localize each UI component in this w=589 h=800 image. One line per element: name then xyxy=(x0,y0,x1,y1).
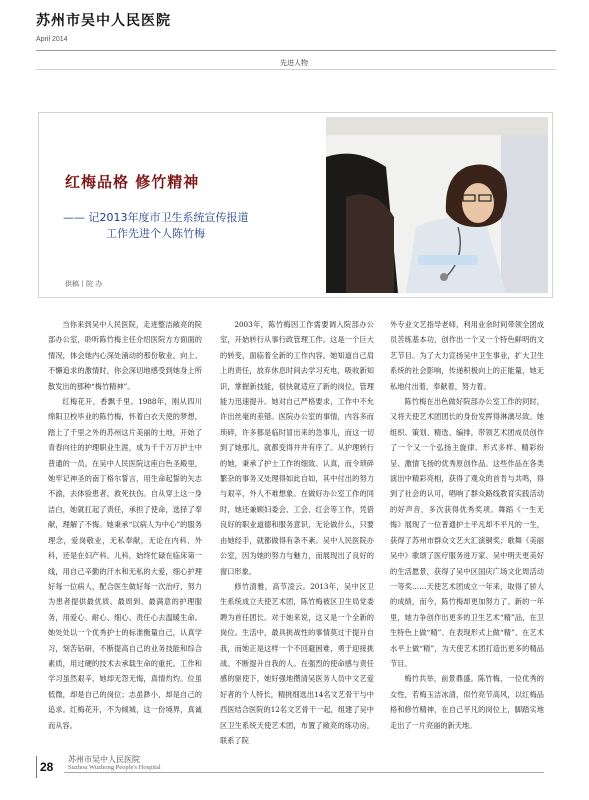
section-divider xyxy=(36,69,556,70)
header-divider xyxy=(36,50,556,51)
paragraph: 修竹清雅，高节凌云。2013年，吴中区卫生系统成立天使艺术团，陈竹梅被区卫生局党委聘为首任团长。对于她来说，这又是一个全新的岗位。生活中，最具挑战性的事情莫过于提升自我，而她正是这样一个不回避困难，勇于迎接挑战、不断提升自我的人。在强烈的使命感与责任感的驱使下，她好强地攒清吴医务人员中文艺爱好者的个人特长，精挑细选出14名文艺骨干与中西医结合医院的12名文艺骨干一起，组建了吴中区卫生系统天使艺术团，布置了敞亮的练功房，联系了院 xyxy=(220,581,374,745)
issue-date: April 2014 xyxy=(36,36,68,43)
article-column-1 xyxy=(48,317,202,733)
paragraph: 红梅花开，香飘千里。1988年，刚从四川绵阳卫校毕业的陈竹梅，怀着白衣天使的梦想，踏上了千里之外的苏州这片美丽的土地，开始了青春向往的护理职业生涯，成为千千万万护士中普通的一员。在吴中人民医院这座白色圣殿里，她牢记神圣的南丁格尔誓言，用生命起誓的矢志不渝，去体验患者，救死扶伤。自从穿上这一身洁白，她就扛起了责任，承担了使命，选择了奉献，理解了不悔。她秉承“以病人为中心”的服务理念，爱岗敬业，无私奉献，无论在内科、外科，还是在妇产科、儿科，始终忙碌在临床第一线，用自己辛勤的汗水和无私的大爱，细心护理好每一位病人，配合医生做好每一次治疗，努力为患者提供最优质、最周到、最满意的护理服务，用爱心、耐心、细心、责任心去温暖生命。她处处以一个优秀护士的标准衡量自己，认真学习，刻苦钻研，不断提高自己的业务技能和综合素质，用过硬的技术去承载生命的重托。工作和学习虽然艰辛，她却无怨无悔，真情灼灼。位虽低微，却是自己的岗位；志虽渺小，却是自己的追求。红梅花开，不为倾城，这一份境界，真诚而从容。 xyxy=(48,397,202,730)
section-label: 先进人物 xyxy=(280,59,308,67)
footer-hospital-name: 苏州市吴中人民医院 xyxy=(68,755,140,764)
portrait-photo-icon xyxy=(326,117,548,293)
article-subtitle-line2: 工作先进个人陈竹梅 xyxy=(106,227,205,240)
paragraph: 2003年，陈竹梅因工作需要调入院部办公室，开始转行从事行政管理工作。这是一个巨大的转变，面临着全新的工作内容。她知道自己肩上的责任，放弃休息时间去学习充电，吸收新知识，掌握新技能，很快就适应了新的岗位，管理能力迅速提升。她对自己严格要求，工作中不允许出丝毫的差错。医院办公室的事情，内容多而琐碎，许多都是临时冒出来的急事儿，而这一切到了她那儿，就都变得井井有序了。从护理转行的她，秉承了护士工作的细致、认真，而令琐碎繁杂的事务又处理得如此自如，其中付出的努力与艰辛，外人不难想象。在做好办公室工作的同时，她还兼顾妇委会、工会、红会等工作，凭借良好的职业道德和服务意识，无论做什么，只要由她经手，就都做得有条不紊。吴中人民医院办公室，因为她的努力与魅力，而展现出了良好的窗口形象。 xyxy=(220,320,374,576)
paragraph: 当你来到吴中人民医院，走进整洁敞亮的院部办公室，聆听陈竹梅主任介绍医院方方面面的情况，体会她内心深处涌动的那份敬业、向上、不懈追求的激情时，你会深切地感受到她身上所散发出的那种“梅竹精神”。 xyxy=(48,320,202,391)
article-column-3 xyxy=(390,317,544,733)
article-title: 红梅品格 修竹精神 xyxy=(65,173,200,191)
footer-divider xyxy=(36,756,37,778)
masthead-title: 苏州市吴中人民医院 xyxy=(36,14,171,29)
article-subtitle-line1: —— 记2013年度市卫生系统宣传报道 xyxy=(63,211,249,224)
footer-rule xyxy=(64,772,544,773)
paragraph: 陈竹梅在出色做好院部办公室工作的同时，又将天使艺术团团长的身份发挥得淋漓尽致。她组织、策划、精选、编排，带领艺术团成员创作了一个又一个弘扬主旋律、形式多样、精彩纷呈、激情飞扬的优秀原创作品。这些作品在各类演出中精彩亮相，获得了观众的首肯与共鸣，得到了社会的认可，唱响了群众路线教育实践活动的好声音，多次获得优秀奖项。舞蹈《一生无悔》展现了一位普通护士平凡却不平凡的一生，获得了苏州市群众文艺大汇演铜奖；歌舞《美丽吴中》歌颂了医疗服务进万家、吴中明天更美好的生活愿景，获得了吴中区国庆广场文化周活动一等奖……天使艺术团成立一年来，取得了骄人的成绩，而今，陈竹梅却更加努力了。新的一年里，她力争创作出更多的卫生艺术“精”品，在卫生特色上做“精”、在表现形式上做“精”、在艺术水平上做“精”，为天使艺术团打造出更多的精品节目。 xyxy=(390,397,544,668)
portrait-photo xyxy=(326,117,548,293)
footer-hospital-name-en: Suzhou Wuzhong People's Hospital xyxy=(68,764,161,771)
article-credit: 供稿丨院 办 xyxy=(65,280,103,288)
page-number: 28 xyxy=(40,760,54,774)
paragraph: 外专业文艺指导老师，利用业余时间带领全团成员苦练基本功，创作出一个又一个特色鲜明的文艺节目。为了大力宣扬吴中卫生事业，扩大卫生系统的社会影响，传递积极向上的正能量，她无私地付出着，奉献着，努力着。 xyxy=(390,320,544,391)
feature-banner xyxy=(38,112,553,298)
article-column-2 xyxy=(220,317,374,748)
page-footer xyxy=(36,752,556,782)
paragraph: 梅竹共举，前景鼎盛。陈竹梅，一位优秀的女性，若梅玉洁冰清，似竹亮节高风，以红梅品格和修竹精神，在自己平凡的岗位上，脚踏实地走出了一片亮丽的新天地。 xyxy=(390,674,544,730)
